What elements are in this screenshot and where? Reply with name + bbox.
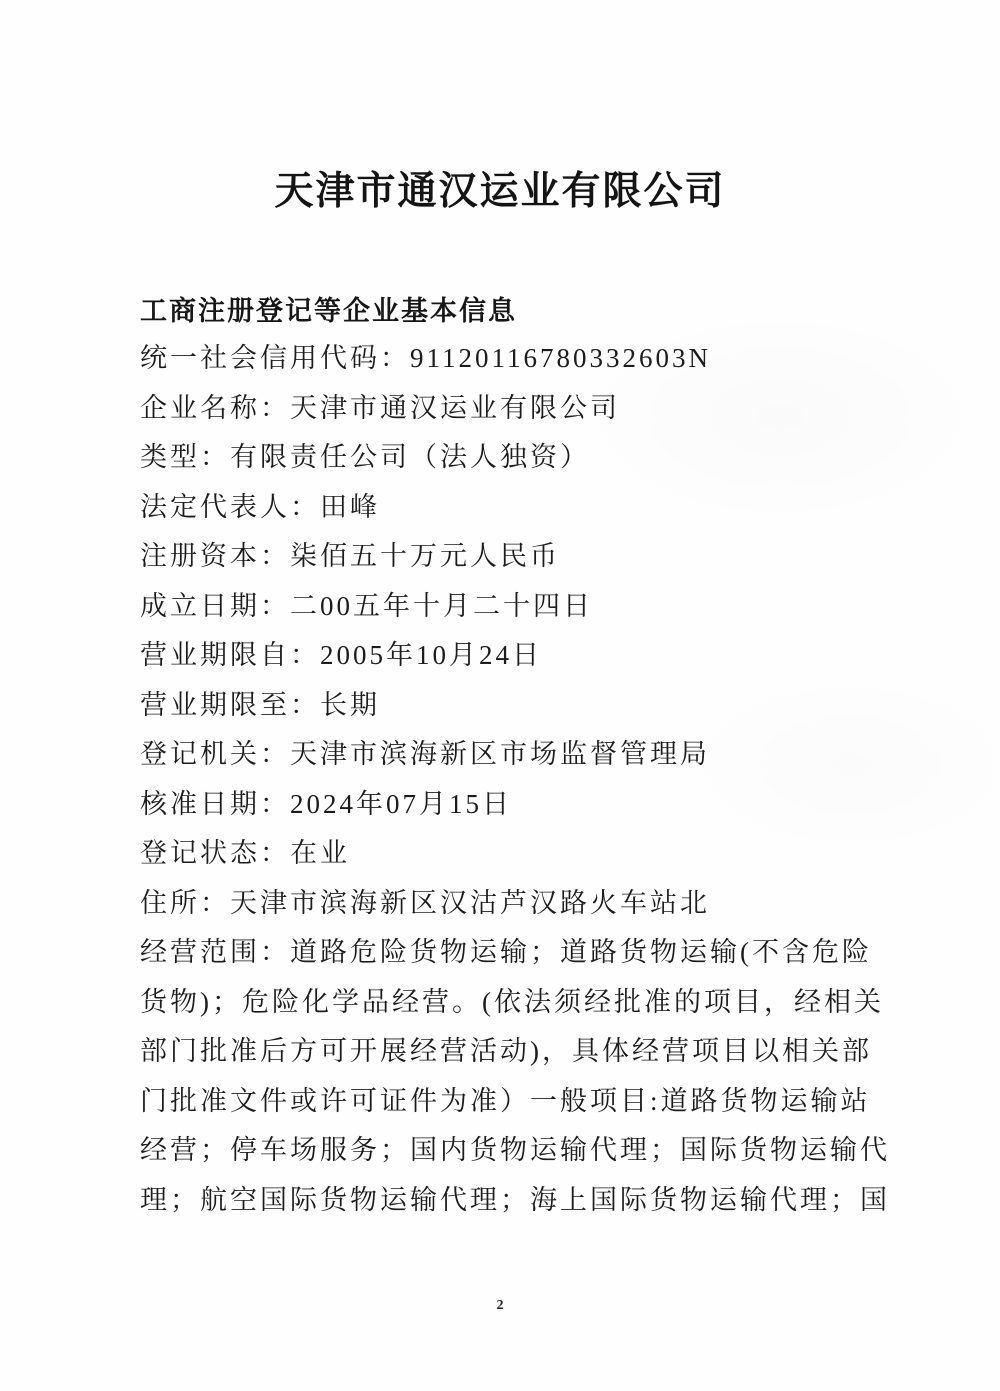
line-business-scope-5: 经营；停车场服务；国内货物运输代理；国际货物运输代 bbox=[140, 1135, 890, 1165]
line-term-to: 营业期限至：长期 bbox=[140, 689, 380, 720]
line-company-type: 类型：有限责任公司（法人独资） bbox=[140, 442, 590, 472]
line-registration-status: 登记状态：在业 bbox=[140, 838, 350, 868]
line-approval-date: 核准日期：2024年07月15日 bbox=[140, 788, 512, 819]
line-registered-capital: 注册资本：柒佰五十万元人民币 bbox=[140, 541, 560, 571]
line-legal-representative: 法定代表人：田峰 bbox=[140, 491, 380, 522]
line-business-scope-2: 货物)；危险化学品经营。(依法须经批准的项目，经相关 bbox=[140, 986, 884, 1017]
document-title: 天津市通汉运业有限公司 bbox=[274, 170, 726, 213]
line-registration-authority: 登记机关：天津市滨海新区市场监督管理局 bbox=[140, 739, 710, 769]
line-address: 住所：天津市滨海新区汉沽芦汉路火车站北 bbox=[140, 887, 710, 918]
page-number: 2 bbox=[496, 1298, 504, 1313]
document-body bbox=[140, 334, 890, 1225]
line-term-from: 营业期限自：2005年10月24日 bbox=[140, 640, 542, 670]
line-business-scope-6: 理；航空国际货物运输代理；海上国际货物运输代理；国 bbox=[140, 1184, 890, 1215]
line-business-scope-4: 门批准文件或许可证件为准）一般项目:道路货物运输站 bbox=[140, 1085, 871, 1116]
line-business-scope-3: 部门批准后方可开展经营活动)，具体经营项目以相关部 bbox=[140, 1036, 872, 1066]
line-credit-code: 统一社会信用代码：91120116780332603N bbox=[140, 343, 711, 373]
line-business-scope-1: 经营范围：道路危险货物运输；道路货物运输(不含危险 bbox=[140, 937, 872, 967]
line-establish-date: 成立日期：二00五年十月二十四日 bbox=[140, 590, 593, 621]
line-company-name: 企业名称：天津市通汉运业有限公司 bbox=[140, 392, 620, 423]
section-heading: 工商注册登记等企业基本信息 bbox=[140, 296, 517, 326]
